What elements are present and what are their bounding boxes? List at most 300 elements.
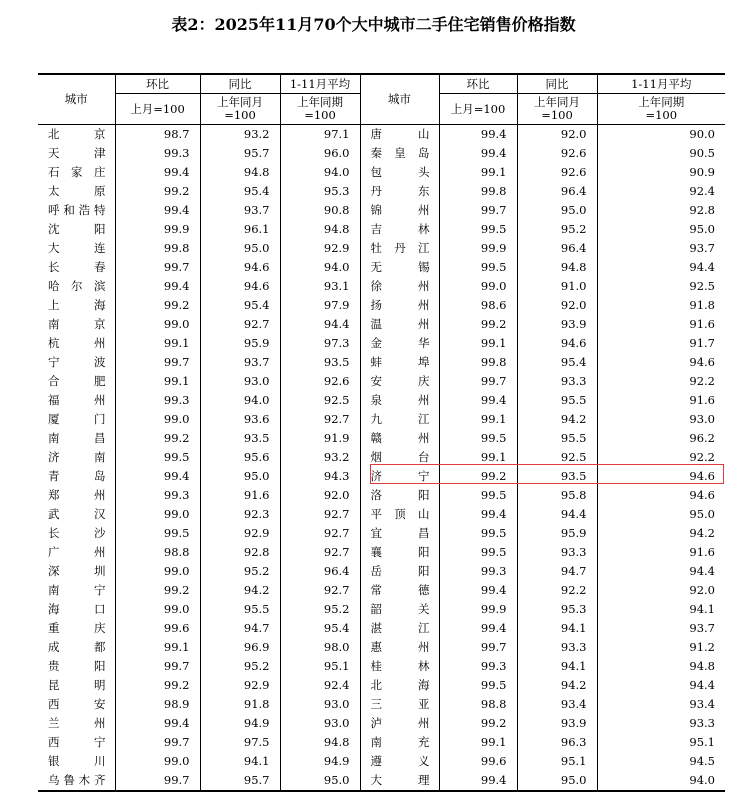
mom-cell: 99.6: [439, 752, 517, 771]
mom-cell: 99.1: [115, 638, 200, 657]
city-cell: 大连: [48, 241, 106, 255]
yoy-cell: 96.4: [517, 182, 597, 201]
table-row: [38, 467, 725, 486]
yoy-cell: 95.0: [517, 201, 597, 220]
avg-cell: 93.7: [597, 239, 725, 258]
mom-cell: 99.8: [115, 239, 200, 258]
city-cell: 赣州: [360, 429, 439, 448]
avg-cell: 94.4: [597, 562, 725, 581]
table-row: [38, 733, 725, 752]
yoy-cell: 91.0: [517, 277, 597, 296]
city-cell: 北京: [48, 127, 106, 141]
avg-cell: 90.0: [597, 125, 725, 145]
city-cell: 扬州: [360, 296, 439, 315]
yoy-cell: 95.4: [200, 182, 280, 201]
city-cell: 南宁: [48, 583, 106, 597]
mom-cell: 99.1: [439, 448, 517, 467]
avg-cell: 97.9: [280, 296, 360, 315]
mom-cell: 99.3: [115, 391, 200, 410]
mom-cell: 99.7: [439, 372, 517, 391]
avg-cell: 96.0: [280, 144, 360, 163]
yoy-cell: 95.2: [200, 562, 280, 581]
mom-cell: 99.2: [439, 467, 517, 486]
avg-cell: 90.9: [597, 163, 725, 182]
city-cell: 石家庄: [48, 165, 106, 179]
city-cell: 襄阳: [360, 543, 439, 562]
city-cell: 南昌: [48, 431, 106, 445]
city-cell: 岳阳: [360, 562, 439, 581]
mom-cell: 98.6: [439, 296, 517, 315]
yoy-cell: 93.3: [517, 638, 597, 657]
table-row: [38, 391, 725, 410]
yoy-cell: 93.3: [517, 372, 597, 391]
city-cell: 丹东: [360, 182, 439, 201]
mom-cell: 99.4: [439, 619, 517, 638]
city-cell: 呼和浩特: [48, 203, 106, 217]
city-cell: 牡丹江: [360, 239, 439, 258]
yoy-cell: 92.9: [200, 676, 280, 695]
avg-cell: 92.7: [280, 410, 360, 429]
city-cell: 遵义: [360, 752, 439, 771]
city-cell: 哈尔滨: [48, 279, 106, 293]
city-cell: 韶关: [360, 600, 439, 619]
yoy-cell: 95.3: [517, 600, 597, 619]
yoy-cell: 96.1: [200, 220, 280, 239]
city-cell: 泉州: [360, 391, 439, 410]
city-cell: 厦门: [48, 412, 106, 426]
yoy-cell: 95.4: [517, 353, 597, 372]
mom-cell: 99.2: [115, 296, 200, 315]
city-cell: 银川: [48, 754, 106, 768]
table-row: [38, 695, 725, 714]
yoy-cell: 92.6: [517, 144, 597, 163]
yoy-cell: 94.1: [517, 619, 597, 638]
table-row: [38, 163, 725, 182]
city-cell: 常德: [360, 581, 439, 600]
city-cell: 西宁: [48, 735, 106, 749]
yoy-cell: 93.9: [517, 714, 597, 733]
table-row: [38, 429, 725, 448]
city-cell: 平顶山: [360, 505, 439, 524]
mom-cell: 99.5: [439, 524, 517, 543]
table-row: [38, 562, 725, 581]
yoy-cell: 95.7: [200, 771, 280, 791]
city-cell: 海口: [48, 602, 106, 616]
yoy-cell: 94.7: [200, 619, 280, 638]
mom-cell: 99.4: [439, 144, 517, 163]
yoy-cell: 93.4: [517, 695, 597, 714]
city-cell: 惠州: [360, 638, 439, 657]
table-row: [38, 448, 725, 467]
mom-cell: 99.2: [439, 714, 517, 733]
yoy-cell: 91.8: [200, 695, 280, 714]
table-row: [38, 182, 725, 201]
yoy-cell: 97.5: [200, 733, 280, 752]
avg-cell: 92.4: [280, 676, 360, 695]
city-cell: 昆明: [48, 678, 106, 692]
mom-cell: 99.4: [115, 277, 200, 296]
avg-cell: 94.2: [597, 524, 725, 543]
avg-cell: 95.1: [597, 733, 725, 752]
yoy-cell: 95.0: [517, 771, 597, 791]
avg-cell: 94.4: [280, 315, 360, 334]
table-row: [38, 144, 725, 163]
yoy-cell: 94.9: [200, 714, 280, 733]
avg-cell: 93.7: [597, 619, 725, 638]
yoy-cell: 95.2: [517, 220, 597, 239]
yoy-cell: 95.8: [517, 486, 597, 505]
city-cell: 北海: [360, 676, 439, 695]
mom-cell: 99.0: [115, 315, 200, 334]
mom-cell: 99.5: [439, 543, 517, 562]
avg-cell: 93.0: [597, 410, 725, 429]
yoy-cell: 95.6: [200, 448, 280, 467]
avg-cell: 94.3: [280, 467, 360, 486]
avg-cell: 92.7: [280, 524, 360, 543]
avg-cell: 90.5: [597, 144, 725, 163]
mom-cell: 99.5: [439, 429, 517, 448]
yoy-cell: 95.2: [200, 657, 280, 676]
table-row: [38, 258, 725, 277]
mom-cell: 99.7: [115, 733, 200, 752]
mom-cell: 99.5: [439, 676, 517, 695]
avg-cell: 95.2: [280, 600, 360, 619]
mom-cell: 99.7: [115, 771, 200, 791]
table-row: [38, 201, 725, 220]
yoy-cell: 95.5: [517, 391, 597, 410]
avg-cell: 94.8: [280, 220, 360, 239]
mom-cell: 99.8: [439, 353, 517, 372]
avg-cell: 92.0: [597, 581, 725, 600]
mom-cell: 99.4: [115, 467, 200, 486]
yoy-cell: 92.8: [200, 543, 280, 562]
mom-cell: 99.2: [115, 581, 200, 600]
city-cell: 福州: [48, 393, 106, 407]
mom-cell: 99.6: [115, 619, 200, 638]
yoy-cell: 93.7: [200, 201, 280, 220]
avg-cell: 95.4: [280, 619, 360, 638]
avg-cell: 94.5: [597, 752, 725, 771]
mom-cell: 99.4: [439, 125, 517, 145]
avg-cell: 94.8: [597, 657, 725, 676]
city-cell: 乌鲁木齐: [38, 771, 115, 791]
city-cell: 沈阳: [48, 222, 106, 236]
avg-cell: 92.8: [597, 201, 725, 220]
yoy-cell: 94.2: [200, 581, 280, 600]
mom-cell: 99.5: [115, 448, 200, 467]
city-cell: 大理: [360, 771, 439, 791]
header-yoy-base-right: 上年同月 =100: [517, 94, 597, 125]
mom-cell: 99.4: [115, 163, 200, 182]
avg-cell: 92.7: [280, 543, 360, 562]
city-cell: 泸州: [360, 714, 439, 733]
table-row: [38, 239, 725, 258]
yoy-cell: 93.0: [200, 372, 280, 391]
price-index-table: [38, 73, 725, 792]
yoy-cell: 95.1: [517, 752, 597, 771]
table-row: [38, 372, 725, 391]
yoy-cell: 93.2: [200, 125, 280, 145]
mom-cell: 99.1: [439, 733, 517, 752]
avg-cell: 94.4: [597, 258, 725, 277]
yoy-cell: 95.9: [200, 334, 280, 353]
avg-cell: 93.5: [280, 353, 360, 372]
yoy-cell: 96.3: [517, 733, 597, 752]
avg-cell: 92.2: [597, 372, 725, 391]
yoy-cell: 93.3: [517, 543, 597, 562]
header-mom-base-right: 上月=100: [439, 94, 517, 125]
mom-cell: 99.1: [439, 410, 517, 429]
avg-cell: 94.9: [280, 752, 360, 771]
yoy-cell: 95.5: [517, 429, 597, 448]
table-row: [38, 638, 725, 657]
table-row: [38, 220, 725, 239]
avg-cell: 92.4: [597, 182, 725, 201]
city-cell: 吉林: [360, 220, 439, 239]
city-cell: 烟台: [360, 448, 439, 467]
avg-cell: 95.0: [280, 771, 360, 791]
city-cell: 三亚: [360, 695, 439, 714]
avg-cell: 91.6: [597, 543, 725, 562]
table-row: [38, 619, 725, 638]
avg-cell: 92.6: [280, 372, 360, 391]
city-cell: 九江: [360, 410, 439, 429]
city-cell: 武汉: [48, 507, 106, 521]
mom-cell: 99.0: [115, 562, 200, 581]
table-row: [38, 543, 725, 562]
yoy-cell: 93.5: [200, 429, 280, 448]
mom-cell: 99.1: [115, 372, 200, 391]
table-title: 表2：2025年11月70个大中城市二手住宅销售价格指数: [171, 15, 576, 34]
avg-cell: 95.3: [280, 182, 360, 201]
mom-cell: 99.9: [439, 239, 517, 258]
city-cell: 宜昌: [360, 524, 439, 543]
yoy-cell: 94.6: [200, 258, 280, 277]
mom-cell: 99.0: [115, 600, 200, 619]
mom-cell: 99.9: [439, 600, 517, 619]
mom-cell: 99.4: [115, 714, 200, 733]
header-avg-left: 1-11月平均: [280, 74, 360, 94]
table-body: [38, 125, 725, 792]
table-row: [38, 676, 725, 695]
mom-cell: 99.4: [439, 771, 517, 791]
yoy-cell: 92.7: [200, 315, 280, 334]
mom-cell: 98.8: [115, 543, 200, 562]
city-cell: 南京: [48, 317, 106, 331]
table-row: [38, 334, 725, 353]
city-cell: 杭州: [48, 336, 106, 350]
mom-cell: 99.4: [439, 391, 517, 410]
mom-cell: 99.1: [115, 334, 200, 353]
city-cell: 金华: [360, 334, 439, 353]
mom-cell: 99.5: [439, 486, 517, 505]
mom-cell: 99.5: [439, 258, 517, 277]
yoy-cell: 94.6: [200, 277, 280, 296]
city-cell: 蚌埠: [360, 353, 439, 372]
yoy-cell: 95.5: [200, 600, 280, 619]
yoy-cell: 92.5: [517, 448, 597, 467]
city-cell: 西安: [48, 697, 106, 711]
city-cell: 上海: [48, 298, 106, 312]
mom-cell: 99.3: [115, 144, 200, 163]
header-city-left: 城市: [38, 74, 115, 125]
avg-cell: 94.4: [597, 676, 725, 695]
city-cell: 重庆: [48, 621, 106, 635]
table-header: [38, 74, 725, 125]
yoy-cell: 94.2: [517, 410, 597, 429]
avg-cell: 93.4: [597, 695, 725, 714]
avg-cell: 94.6: [597, 486, 725, 505]
header-yoy-right: 同比: [517, 74, 597, 94]
city-cell: 徐州: [360, 277, 439, 296]
city-cell: 青岛: [48, 469, 106, 483]
avg-cell: 94.0: [280, 163, 360, 182]
avg-cell: 93.1: [280, 277, 360, 296]
avg-cell: 92.9: [280, 239, 360, 258]
avg-cell: 94.1: [597, 600, 725, 619]
avg-cell: 90.8: [280, 201, 360, 220]
mom-cell: 99.0: [115, 505, 200, 524]
avg-cell: 97.3: [280, 334, 360, 353]
avg-cell: 91.7: [597, 334, 725, 353]
table-row: [38, 296, 725, 315]
mom-cell: 99.2: [439, 315, 517, 334]
yoy-cell: 93.5: [517, 467, 597, 486]
yoy-cell: 94.1: [200, 752, 280, 771]
avg-cell: 94.0: [280, 258, 360, 277]
avg-cell: 94.8: [280, 733, 360, 752]
city-cell: 天津: [48, 146, 106, 160]
city-cell: 锦州: [360, 201, 439, 220]
table-row: [38, 277, 725, 296]
avg-cell: 93.0: [280, 695, 360, 714]
avg-cell: 96.2: [597, 429, 725, 448]
table-row: [38, 752, 725, 771]
city-cell: 成都: [48, 640, 106, 654]
avg-cell: 91.8: [597, 296, 725, 315]
avg-cell: 92.5: [597, 277, 725, 296]
mom-cell: 99.7: [115, 657, 200, 676]
city-cell: 合肥: [48, 374, 106, 388]
city-cell: 唐山: [360, 125, 439, 145]
yoy-cell: 94.6: [517, 334, 597, 353]
mom-cell: 99.3: [115, 486, 200, 505]
mom-cell: 98.7: [115, 125, 200, 145]
mom-cell: 99.0: [115, 410, 200, 429]
mom-cell: 99.9: [115, 220, 200, 239]
table-row: [38, 524, 725, 543]
city-cell: 桂林: [360, 657, 439, 676]
mom-cell: 99.0: [115, 752, 200, 771]
city-cell: 长春: [48, 260, 106, 274]
avg-cell: 96.4: [280, 562, 360, 581]
city-cell: 秦皇岛: [360, 144, 439, 163]
header-yoy-base-left: 上年同月 =100: [200, 94, 280, 125]
avg-cell: 95.1: [280, 657, 360, 676]
avg-cell: 91.2: [597, 638, 725, 657]
header-avg-base-left: 上年同期 =100: [280, 94, 360, 125]
table-row: [38, 657, 725, 676]
yoy-cell: 95.7: [200, 144, 280, 163]
table-row: [38, 353, 725, 372]
mom-cell: 99.2: [115, 182, 200, 201]
yoy-cell: 92.6: [517, 163, 597, 182]
avg-cell: 94.6: [597, 353, 725, 372]
table-row: [38, 771, 725, 791]
table-row: [38, 581, 725, 600]
yoy-cell: 91.6: [200, 486, 280, 505]
city-cell: 兰州: [48, 716, 106, 730]
table-row: [38, 315, 725, 334]
avg-cell: 92.5: [280, 391, 360, 410]
avg-cell: 92.7: [280, 505, 360, 524]
yoy-cell: 95.0: [200, 239, 280, 258]
city-cell: 太原: [48, 184, 106, 198]
avg-cell: 91.6: [597, 315, 725, 334]
avg-cell: 93.2: [280, 448, 360, 467]
city-cell: 宁波: [48, 355, 106, 369]
mom-cell: 99.7: [115, 258, 200, 277]
yoy-cell: 94.8: [200, 163, 280, 182]
mom-cell: 99.1: [439, 163, 517, 182]
yoy-cell: 92.0: [517, 296, 597, 315]
city-cell: 安庆: [360, 372, 439, 391]
mom-cell: 99.5: [115, 524, 200, 543]
yoy-cell: 94.4: [517, 505, 597, 524]
header-mom-right: 环比: [439, 74, 517, 94]
table-row: [38, 600, 725, 619]
city-cell: 郑州: [48, 488, 106, 502]
yoy-cell: 94.2: [517, 676, 597, 695]
mom-cell: 99.7: [439, 638, 517, 657]
yoy-cell: 92.3: [200, 505, 280, 524]
yoy-cell: 92.2: [517, 581, 597, 600]
city-cell: 长沙: [48, 526, 106, 540]
avg-cell: 94.0: [597, 771, 725, 791]
avg-cell: 93.3: [597, 714, 725, 733]
header-avg-right: 1-11月平均: [597, 74, 725, 94]
yoy-cell: 93.9: [517, 315, 597, 334]
mom-cell: 99.5: [439, 220, 517, 239]
mom-cell: 99.1: [439, 334, 517, 353]
mom-cell: 99.0: [439, 277, 517, 296]
mom-cell: 99.4: [439, 581, 517, 600]
yoy-cell: 93.7: [200, 353, 280, 372]
yoy-cell: 94.0: [200, 391, 280, 410]
avg-cell: 93.0: [280, 714, 360, 733]
yoy-cell: 95.4: [200, 296, 280, 315]
avg-cell: 92.7: [280, 581, 360, 600]
table-row: [38, 714, 725, 733]
mom-cell: 99.2: [115, 429, 200, 448]
table-row: [38, 125, 725, 145]
city-cell: 深圳: [48, 564, 106, 578]
mom-cell: 99.8: [439, 182, 517, 201]
yoy-cell: 95.0: [200, 467, 280, 486]
city-cell: 广州: [48, 545, 106, 559]
mom-cell: 99.7: [115, 353, 200, 372]
yoy-cell: 94.1: [517, 657, 597, 676]
city-cell: 洛阳: [360, 486, 439, 505]
city-cell: 包头: [360, 163, 439, 182]
avg-cell: 94.6: [597, 467, 725, 486]
header-avg-base-right: 上年同期 =100: [597, 94, 725, 125]
mom-cell: 99.3: [439, 562, 517, 581]
mom-cell: 99.4: [439, 505, 517, 524]
table-row: [38, 410, 725, 429]
city-cell: 济宁: [360, 467, 439, 486]
mom-cell: 99.3: [439, 657, 517, 676]
